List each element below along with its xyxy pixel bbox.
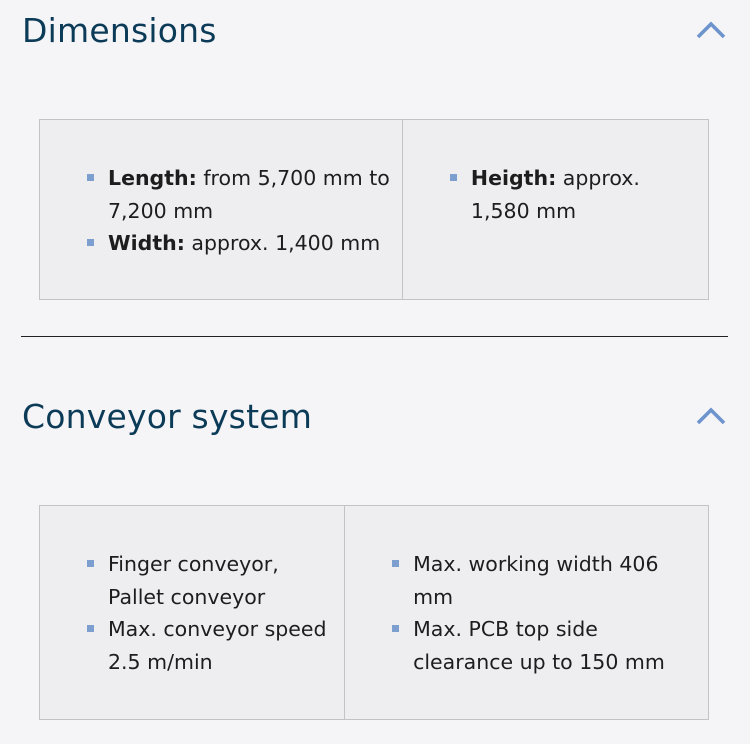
section-divider: [21, 336, 728, 337]
bullet-icon: [87, 174, 94, 181]
spec-label: Heigth:: [470, 166, 557, 190]
spec-value: Max. PCB top side clearance up to 150 mm: [413, 617, 665, 674]
spec-value: approx. 1,580 mm: [470, 166, 640, 223]
spec-label: Width:: [108, 231, 185, 255]
list-item: [40, 227, 402, 260]
dimensions-list-1: [40, 162, 402, 260]
list-item: [345, 548, 708, 613]
bullet-icon: [87, 560, 94, 567]
conveyor-cell-2: [345, 506, 708, 719]
bullet-icon: [392, 560, 399, 567]
chevron-up-icon[interactable]: [694, 405, 728, 427]
list-item: [403, 162, 708, 227]
dimensions-cell-2: [403, 120, 708, 299]
list-item: [40, 548, 344, 613]
bullet-icon: [392, 625, 399, 632]
bullet-icon: [450, 174, 457, 181]
conveyor-title: Conveyor system: [22, 396, 313, 436]
dimensions-header[interactable]: [22, 0, 728, 60]
dimensions-cell-1: [40, 120, 403, 299]
list-item: [40, 613, 344, 678]
spec-label: Length:: [108, 166, 197, 190]
conveyor-cell-1: [40, 506, 345, 719]
bullet-icon: [87, 625, 94, 632]
conveyor-list-1: [40, 548, 344, 678]
conveyor-table: [39, 505, 709, 720]
spec-value: Max. conveyor speed 2.5 m/min: [108, 617, 327, 674]
list-item: [40, 162, 402, 227]
dimensions-title: Dimensions: [22, 10, 217, 50]
dimensions-list-2: [403, 162, 708, 227]
conveyor-list-2: [345, 548, 708, 678]
list-item: [345, 613, 708, 678]
conveyor-header[interactable]: [22, 386, 728, 446]
bullet-icon: [87, 239, 94, 246]
dimensions-table: [39, 119, 709, 300]
spec-value: Finger conveyor, Pallet conveyor: [108, 552, 279, 609]
spec-value: from 5,700 mm to 7,200 mm: [108, 166, 390, 223]
chevron-up-icon[interactable]: [694, 19, 728, 41]
spec-value: approx. 1,400 mm: [184, 231, 381, 255]
spec-value: Max. working width 406 mm: [413, 552, 659, 609]
